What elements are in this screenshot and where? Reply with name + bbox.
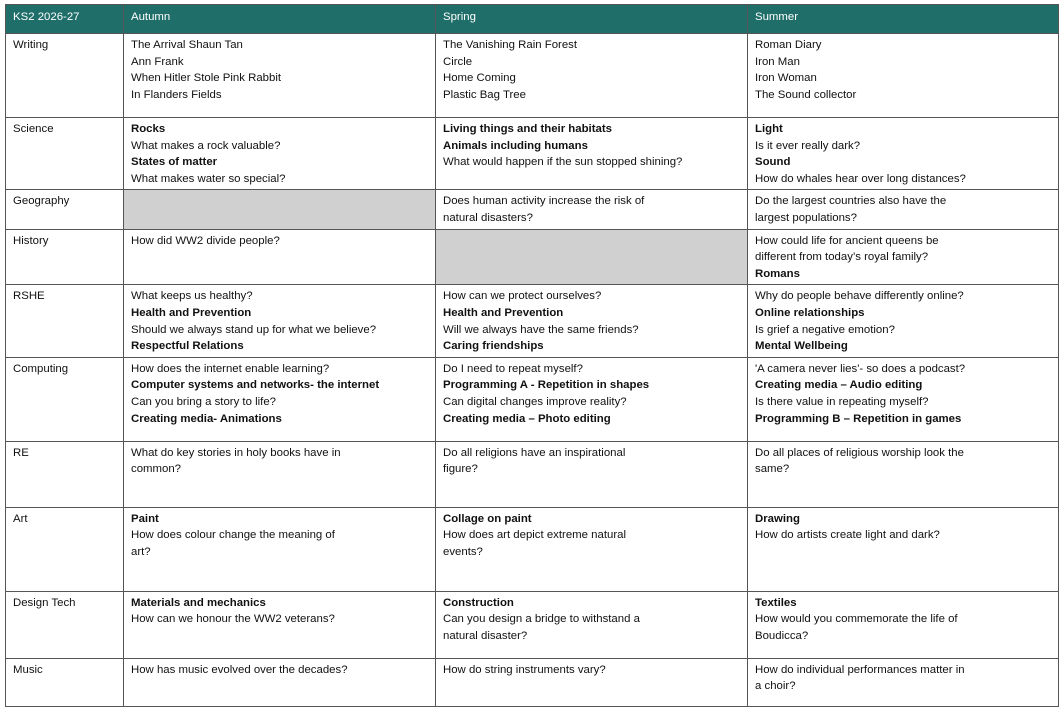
- cell-text-line: Can you design a bridge to withstand a: [443, 613, 640, 626]
- unit-title: Computer systems and networks- the internet: [131, 379, 380, 392]
- cell-spring: [436, 34, 748, 118]
- cell-text-line: Can you bring a story to life?: [131, 395, 276, 408]
- cell-text-line: Roman Diary: [755, 39, 822, 51]
- cell-text-line: 'A camera never lies'- so does a podcast?: [755, 362, 966, 375]
- cell-text-line: What would happen if the sun stopped shining?: [443, 156, 683, 169]
- table-body: [6, 34, 1059, 707]
- unit-title: Collage on paint: [443, 512, 532, 525]
- cell-spring: [436, 285, 748, 357]
- cell-autumn: [124, 285, 436, 357]
- cell-text-line: Why do people behave differently online?: [755, 290, 964, 303]
- cell-text-line: How can we honour the WW2 veterans?: [131, 613, 335, 626]
- cell-autumn: [124, 34, 436, 118]
- cell-summer: [748, 357, 1059, 441]
- cell-text-line: Iron Woman: [755, 72, 817, 85]
- cell-summer: [748, 591, 1059, 658]
- unit-title: Health and Prevention: [443, 306, 564, 319]
- cell-text-line: How would you commemorate the life of: [755, 613, 958, 626]
- cell-text-line: common?: [131, 463, 182, 476]
- table-row: [6, 229, 1059, 285]
- table-row: [6, 34, 1059, 118]
- unit-title: Paint: [131, 512, 159, 525]
- cell-summer: [748, 190, 1059, 229]
- table-row: [6, 357, 1059, 441]
- cell-spring: [436, 229, 748, 285]
- table-row: [6, 118, 1059, 190]
- cell-text-line: How does art depict extreme natural: [443, 529, 626, 542]
- unit-title: Health and Prevention: [131, 306, 252, 319]
- cell-summer: [748, 229, 1059, 285]
- cell-text-line: largest populations?: [755, 211, 857, 224]
- cell-summer: [748, 118, 1059, 190]
- subject-label: Design Tech: [6, 591, 124, 658]
- cell-text-line: When Hitler Stole Pink Rabbit: [131, 72, 282, 85]
- cell-summer: [748, 34, 1059, 118]
- table-row: [6, 507, 1059, 591]
- header-year-label: KS2 2026-27: [6, 5, 124, 34]
- cell-text-line: figure?: [443, 463, 478, 476]
- cell-summer: [748, 441, 1059, 507]
- subject-label: History: [6, 229, 124, 285]
- unit-title: States of matter: [131, 156, 218, 169]
- subject-label: Music: [6, 658, 124, 706]
- cell-text-line: natural disasters?: [443, 211, 533, 224]
- cell-text-line: How does the internet enable learning?: [131, 362, 330, 375]
- cell-spring: [436, 591, 748, 658]
- cell-text-line: Plastic Bag Tree: [443, 88, 526, 101]
- subject-label: RE: [6, 441, 124, 507]
- cell-text-line: How do string instruments vary?: [443, 663, 606, 676]
- unit-title: Drawing: [755, 512, 800, 525]
- cell-text-line: events?: [443, 545, 483, 558]
- cell-text-line: Iron Man: [755, 55, 800, 68]
- table-header: [6, 5, 1059, 34]
- cell-summer: [748, 285, 1059, 357]
- cell-text-line: What makes water so special?: [131, 172, 286, 185]
- subject-label: Science: [6, 118, 124, 190]
- cell-autumn: [124, 229, 436, 285]
- unit-title: Textiles: [755, 596, 797, 609]
- cell-text-line: How did WW2 divide people?: [131, 234, 280, 247]
- cell-autumn: [124, 658, 436, 706]
- cell-text-line: Boudicca?: [755, 629, 809, 642]
- cell-text-line: Home Coming: [443, 72, 516, 85]
- unit-title: Construction: [443, 596, 514, 609]
- unit-title: Creating media – Photo editing: [443, 412, 611, 425]
- cell-text-line: Do all religions have an inspirational: [443, 446, 626, 459]
- cell-text-line: Is it ever really dark?: [755, 139, 861, 152]
- table-row: [6, 591, 1059, 658]
- cell-text-line: Should we always stand up for what we believe?: [131, 323, 377, 336]
- unit-title: Romans: [755, 267, 800, 280]
- cell-summer: [748, 658, 1059, 706]
- header-term-autumn: Autumn: [124, 5, 436, 34]
- cell-text-line: Is grief a negative emotion?: [755, 323, 895, 336]
- cell-spring: [436, 190, 748, 229]
- cell-text-line: Ann Frank: [131, 55, 184, 68]
- cell-text-line: Do all places of religious worship look the: [755, 446, 964, 459]
- cell-text-line: How could life for ancient queens be: [755, 234, 939, 247]
- table-row: [6, 190, 1059, 229]
- cell-text-line: Can digital changes improve reality?: [443, 395, 627, 408]
- cell-text-line: The Sound collector: [755, 88, 857, 101]
- header-term-spring: Spring: [436, 5, 748, 34]
- unit-title: Light: [755, 123, 783, 135]
- header-term-summer: Summer: [748, 5, 1059, 34]
- subject-label: RSHE: [6, 285, 124, 357]
- cell-text-line: What keeps us healthy?: [131, 290, 253, 303]
- unit-title: Programming B – Repetition in games: [755, 412, 962, 425]
- unit-title: Sound: [755, 156, 791, 169]
- unit-title: Mental Wellbeing: [755, 340, 848, 353]
- subject-label: Art: [6, 507, 124, 591]
- table-row: [6, 441, 1059, 507]
- unit-title: Animals including humans: [443, 139, 588, 152]
- cell-text-line: How has music evolved over the decades?: [131, 663, 348, 676]
- cell-text-line: How do whales hear over long distances?: [755, 172, 966, 185]
- cell-text-line: art?: [131, 545, 151, 558]
- cell-text-line: same?: [755, 463, 790, 476]
- cell-spring: [436, 441, 748, 507]
- unit-title: Caring friendships: [443, 340, 544, 353]
- cell-text-line: What makes a rock valuable?: [131, 139, 281, 152]
- cell-autumn: [124, 357, 436, 441]
- cell-autumn: [124, 591, 436, 658]
- unit-title: Rocks: [131, 123, 166, 135]
- cell-text-line: In Flanders Fields: [131, 88, 222, 101]
- unit-title: Living things and their habitats: [443, 123, 612, 135]
- subject-label: Writing: [6, 34, 124, 118]
- curriculum-table: [5, 4, 1059, 707]
- cell-text-line: Circle: [443, 55, 473, 68]
- cell-text-line: Do I need to repeat myself?: [443, 362, 583, 375]
- cell-text-line: Is there value in repeating myself?: [755, 395, 929, 408]
- subject-label: Geography: [6, 190, 124, 229]
- unit-title: Online relationships: [755, 306, 865, 319]
- unit-title: Creating media – Audio editing: [755, 379, 923, 392]
- cell-text-line: Do the largest countries also have the: [755, 195, 947, 208]
- unit-title: Creating media- Animations: [131, 412, 282, 425]
- unit-title: Programming A - Repetition in shapes: [443, 379, 650, 392]
- cell-text-line: a choir?: [755, 680, 796, 693]
- cell-text-line: Does human activity increase the risk of: [443, 195, 645, 208]
- cell-text-line: How do individual performances matter in: [755, 663, 965, 676]
- cell-spring: [436, 658, 748, 706]
- subject-label: Computing: [6, 357, 124, 441]
- cell-autumn: [124, 190, 436, 229]
- cell-text-line: What do key stories in holy books have in: [131, 446, 341, 459]
- cell-text-line: Will we always have the same friends?: [443, 323, 639, 336]
- cell-text-line: How does colour change the meaning of: [131, 529, 335, 542]
- header-row: [6, 5, 1059, 34]
- cell-text-line: The Vanishing Rain Forest: [443, 39, 578, 51]
- unit-title: Respectful Relations: [131, 340, 244, 353]
- cell-text-line: The Arrival Shaun Tan: [131, 39, 243, 51]
- cell-text-line: How can we protect ourselves?: [443, 290, 602, 303]
- cell-text-line: different from today’s royal family?: [755, 251, 929, 264]
- cell-text-line: natural disaster?: [443, 629, 528, 642]
- cell-summer: [748, 507, 1059, 591]
- cell-spring: [436, 507, 748, 591]
- cell-text-line: How do artists create light and dark?: [755, 529, 940, 542]
- cell-autumn: [124, 507, 436, 591]
- table-row: [6, 658, 1059, 706]
- table-row: [6, 285, 1059, 357]
- unit-title: Materials and mechanics: [131, 596, 266, 609]
- cell-autumn: [124, 441, 436, 507]
- cell-autumn: [124, 118, 436, 190]
- cell-spring: [436, 118, 748, 190]
- cell-spring: [436, 357, 748, 441]
